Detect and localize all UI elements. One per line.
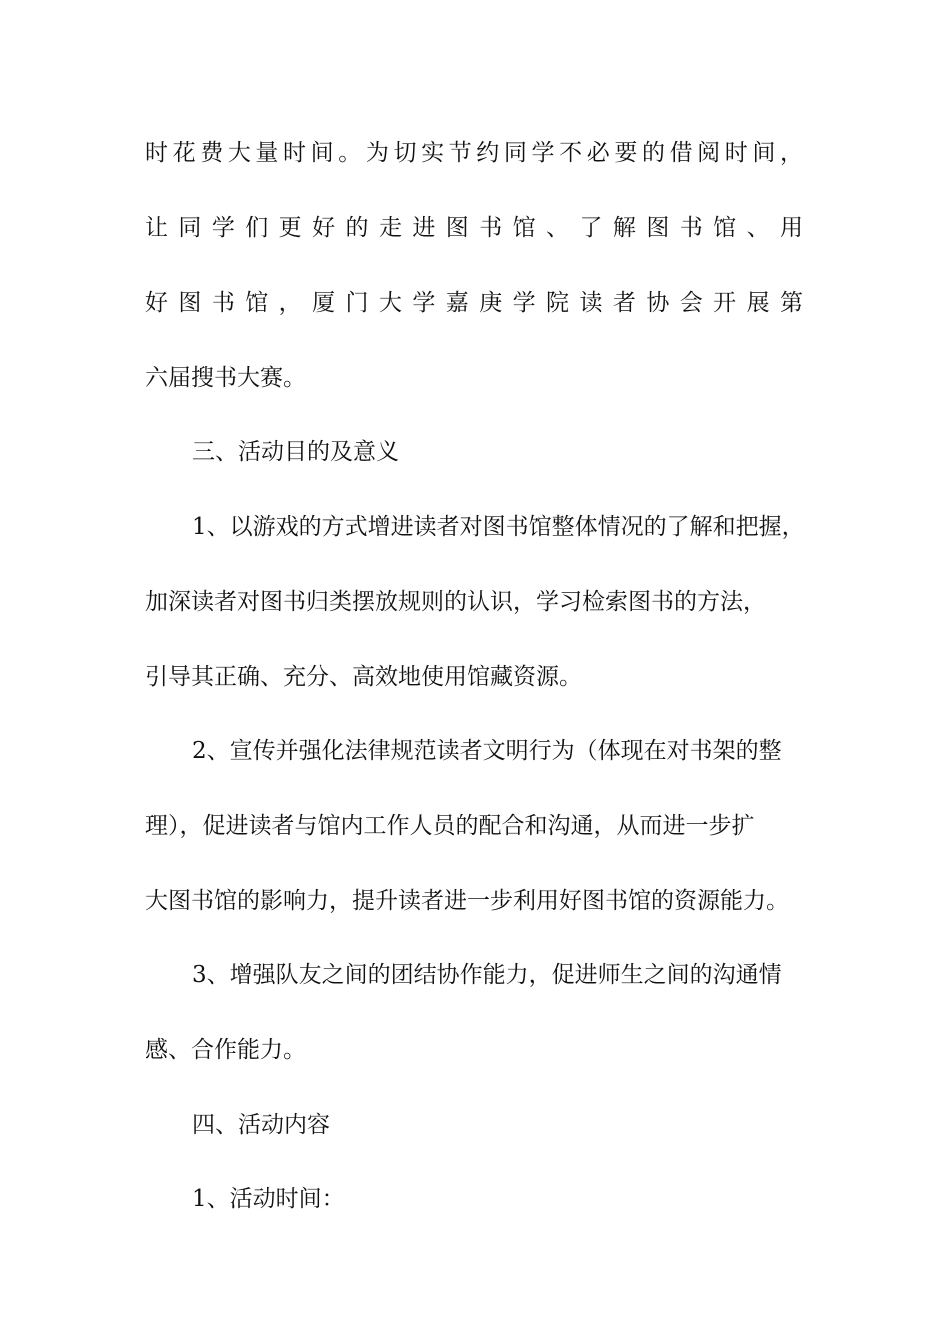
text-line: 感、合作能力。	[145, 1037, 306, 1063]
text-line: 好图书馆，厦门大学嘉庚学院读者协会开展第	[145, 290, 803, 316]
text-line: 六届搜书大赛。	[145, 365, 306, 391]
text-line: 1、以游戏的方式增进读者对图书馆整体情况的了解和把握，	[192, 514, 805, 540]
text-line: 理），促进读者与馆内工作人员的配合和沟通，从而进一步扩	[145, 813, 755, 839]
section-heading: 三、活动目的及意义	[192, 439, 399, 465]
text-line: 加深读者对图书归类摆放规则的认识，学习检索图书的方法，	[145, 589, 766, 615]
text-line: 3、增强队友之间的团结协作能力，促进师生之间的沟通情	[192, 962, 782, 988]
text-line: 让同学们更好的走进图书馆、了解图书馆、用	[145, 215, 803, 241]
text-line: 时花费大量时间。为切实节约同学不必要的借阅时间，	[145, 140, 803, 166]
text-line: 大图书馆的影响力，提升读者进一步利用好图书馆的资源能力。	[145, 888, 789, 914]
text-line: 1、活动时间：	[192, 1186, 345, 1212]
text-line: 引导其正确、充分、高效地使用馆藏资源。	[145, 664, 582, 690]
section-heading: 四、活动内容	[192, 1112, 330, 1138]
text-line: 2、宣传并强化法律规范读者文明行为（体现在对书架的整	[192, 738, 782, 764]
